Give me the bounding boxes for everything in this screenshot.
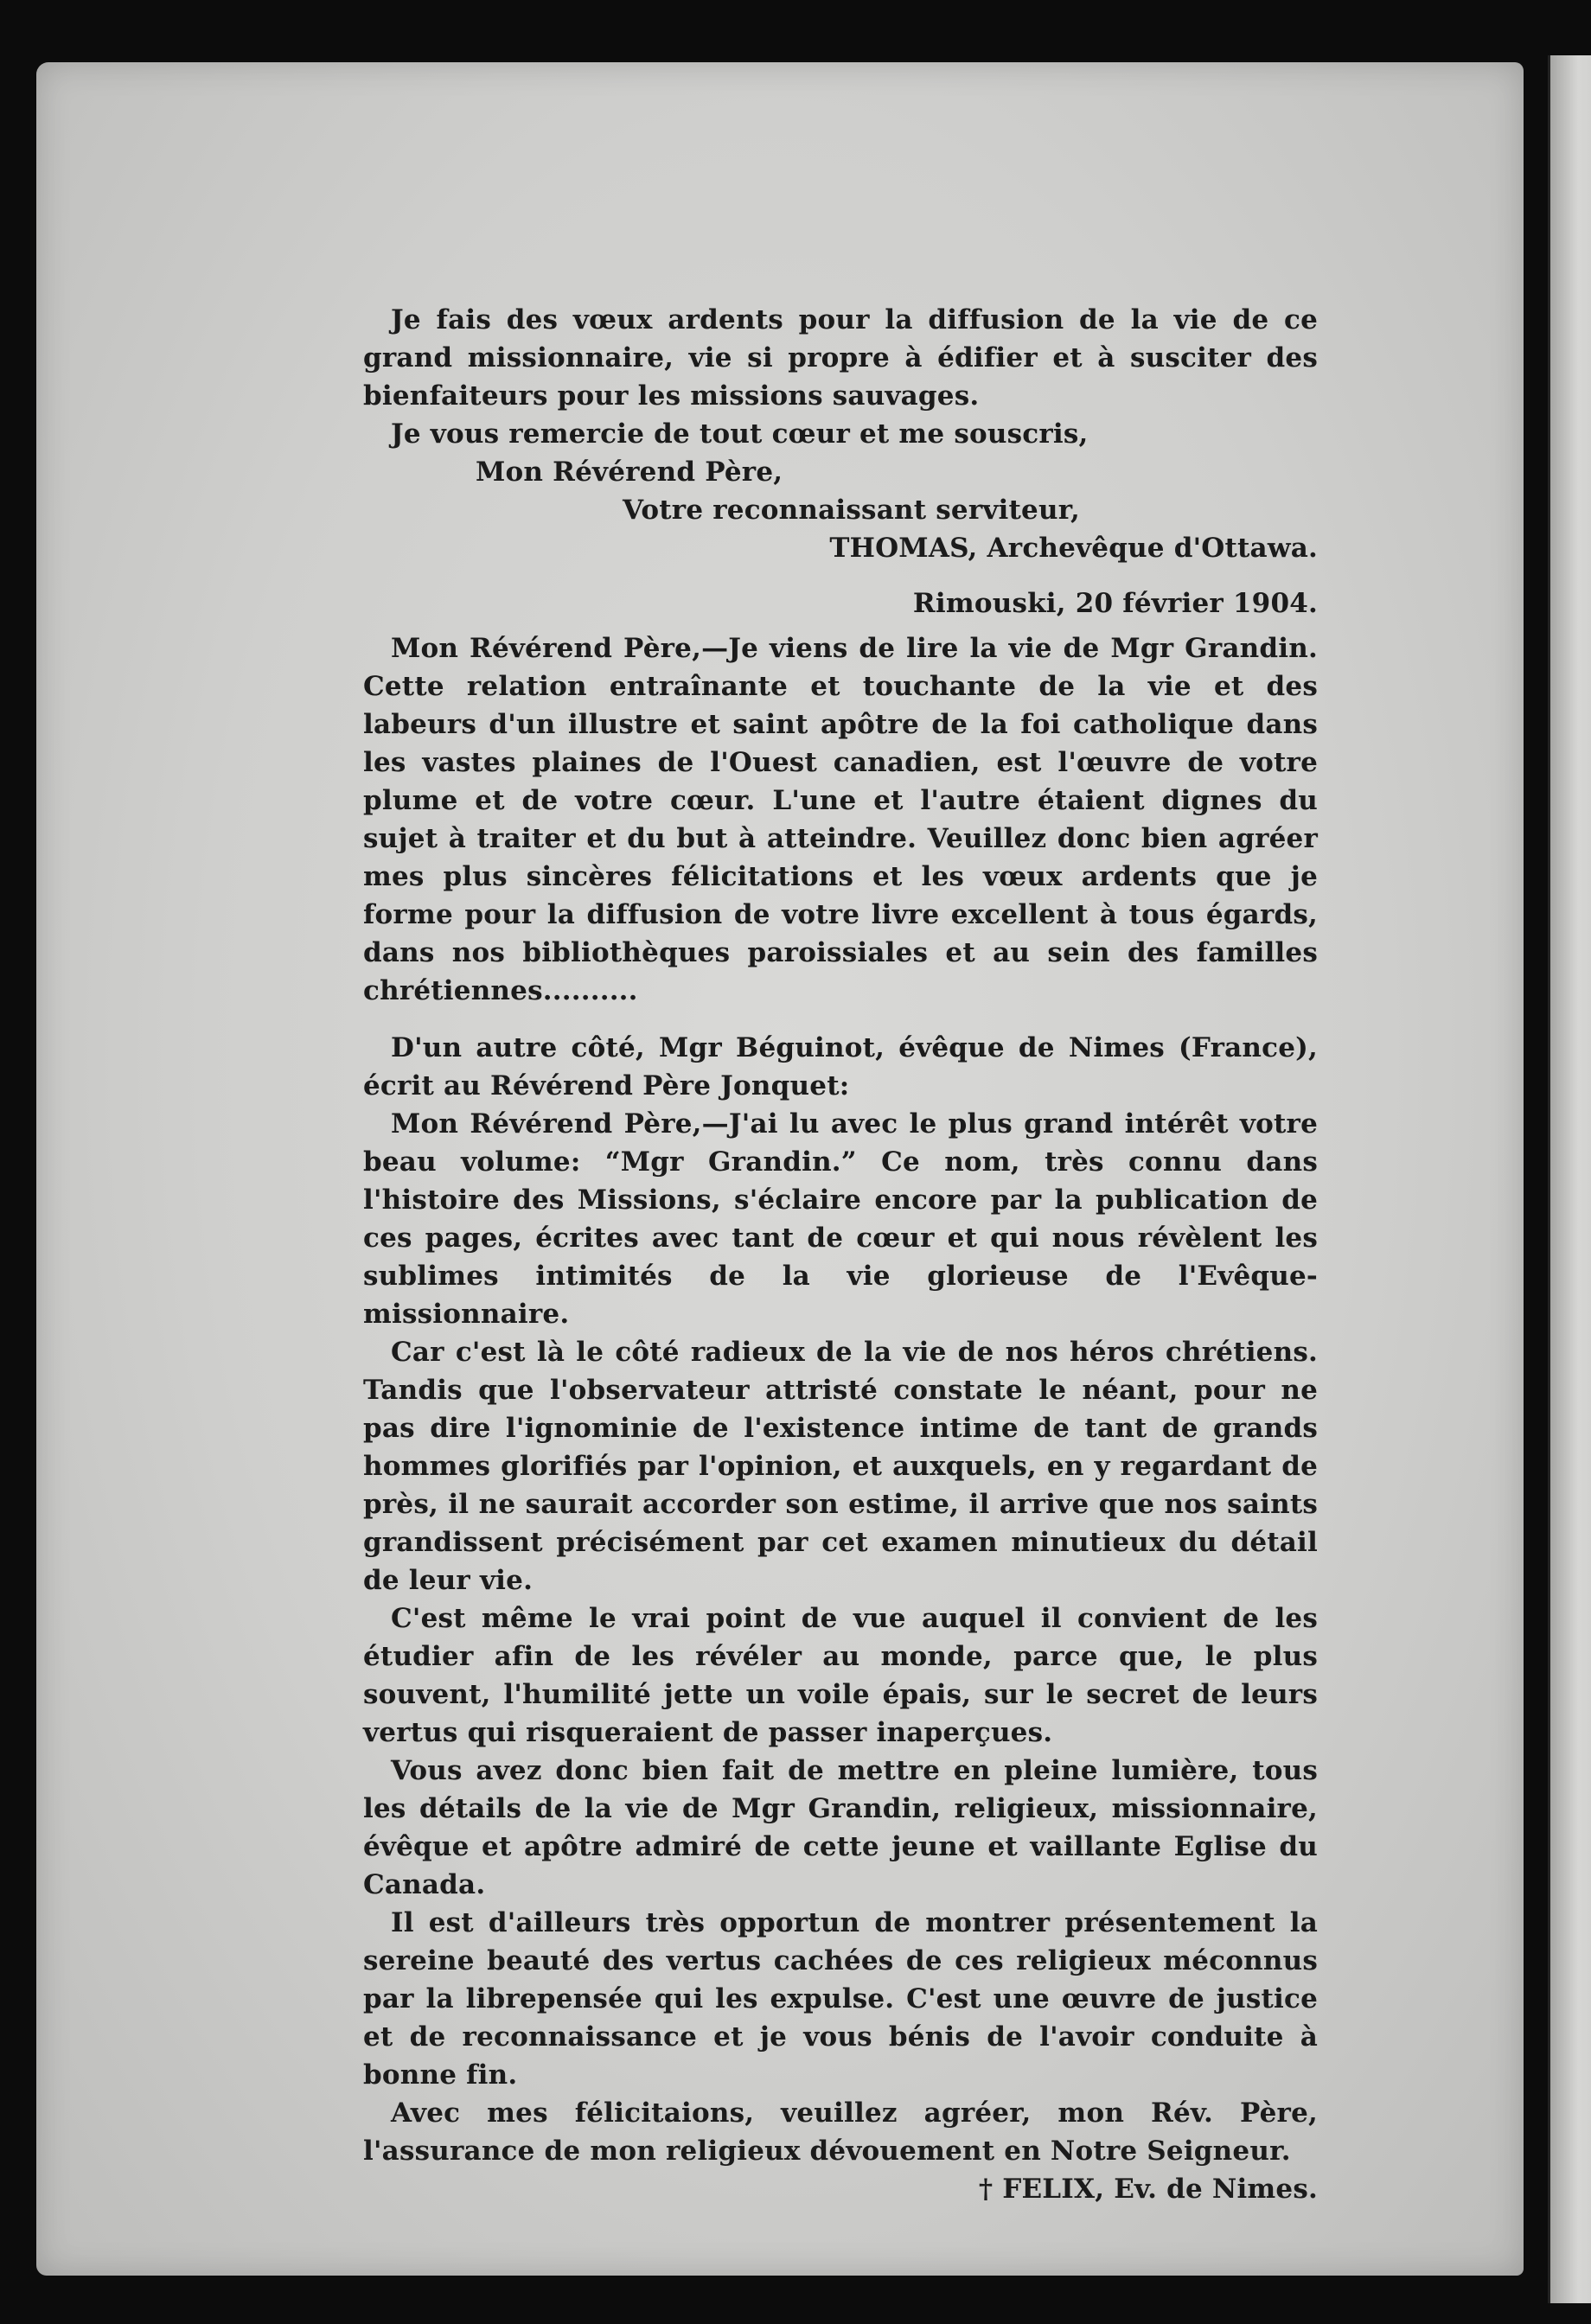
paragraph-wishes: Je fais des vœux ardents pour la diffusion de la vie de ce grand missionnaire, vie si propre à édifier et à susciter des bienfaiteurs pour les missions sauvages.: [363, 304, 1318, 412]
letter-nimes-p6: Avec mes félicitaions, veuillez agréer, mon Rév. Père, l'assurance de mon religieux dévouement en Notre Seigneur.: [363, 2097, 1318, 2167]
thanks-line: Je vous remercie de tout cœur et me souscris,: [391, 418, 1089, 450]
letter-rimouski: Mon Révérend Père,—Je viens de lire la vie de Mgr Grandin. Cette relation entraînante et touchante de la vie et des labeurs d'un illustre et saint apôtre de la foi catholique dans les vastes plaines de l'Ouest canadien, est l'œuvre de votre plume et de votre cœur. L'une et l'autre étaient dignes du sujet à traiter et du but à atteindre. Veuillez donc bien agréer mes plus sincères félicitations et les vœux ardents que je forme pour la diffusion de votre livre excellent à tous égards, dans nos bibliothèques paroissiales et au sein des familles chrétiennes..........: [363, 633, 1318, 1006]
closing-line: Votre reconnaissant serviteur,: [623, 495, 1080, 526]
intro-beguinot: D'un autre côté, Mgr Béguinot, évêque de Nimes (France), écrit au Révérend Père Jonquet:: [363, 1032, 1318, 1101]
page-text: [363, 301, 1318, 2208]
signature-felix: † FELIX, Ev. de Nimes.: [978, 2174, 1318, 2205]
letter-nimes-p2: Car c'est là le côté radieux de la vie de nos héros chrétiens. Tandis que l'observateur attristé constate le néant, pour ne pas dire l'ignominie de l'existence intime de tant de grands hommes glorifiés par l'opinion, et auxquels, en y regardant de près, il ne saurait accorder son estime, il arrive que nos saints grandissent précisément par cet examen minutieux du détail de leur vie.: [363, 1337, 1318, 1596]
letter-nimes-p3: C'est même le vrai point de vue auquel il convient de les étudier afin de les révéler au monde, parce que, le plus souvent, l'humilité jette un voile épais, sur le secret de leurs vertus qui risqueraient de passer inaperçues.: [363, 1603, 1318, 1748]
letter-date: Rimouski, 20 février 1904.: [912, 588, 1318, 619]
signature-thomas: THOMAS, Archevêque d'Ottawa.: [829, 533, 1318, 564]
adjacent-page-edge: [1548, 55, 1591, 2303]
letter-nimes-p1: Mon Révérend Père,—J'ai lu avec le plus grand intérêt votre beau volume: “Mgr Grandin.” Ce nom, très connu dans l'histoire des Missions, s'éclaire encore par la publication de ces pages, écrites avec tant de cœur et qui nous révèlent les sublimes intimités de la vie glorieuse de l'Evêque-missionnaire.: [363, 1108, 1318, 1330]
letter-nimes-p5: Il est d'ailleurs très opportun de montrer présentement la sereine beauté des vertus cachées de ces religieux méconnus par la librepensée qui les expulse. C'est une œuvre de justice et de reconnaissance et je vous bénis de l'avoir conduite à bonne fin.: [363, 1907, 1318, 2091]
letter-nimes-p4: Vous avez donc bien fait de mettre en pleine lumière, tous les détails de la vie de Mgr Grandin, religieux, missionnaire, évêque et apôtre admiré de cette jeune et vaillante Eglise du Canada.: [363, 1755, 1318, 1900]
salutation: Mon Révérend Père,: [476, 456, 783, 488]
